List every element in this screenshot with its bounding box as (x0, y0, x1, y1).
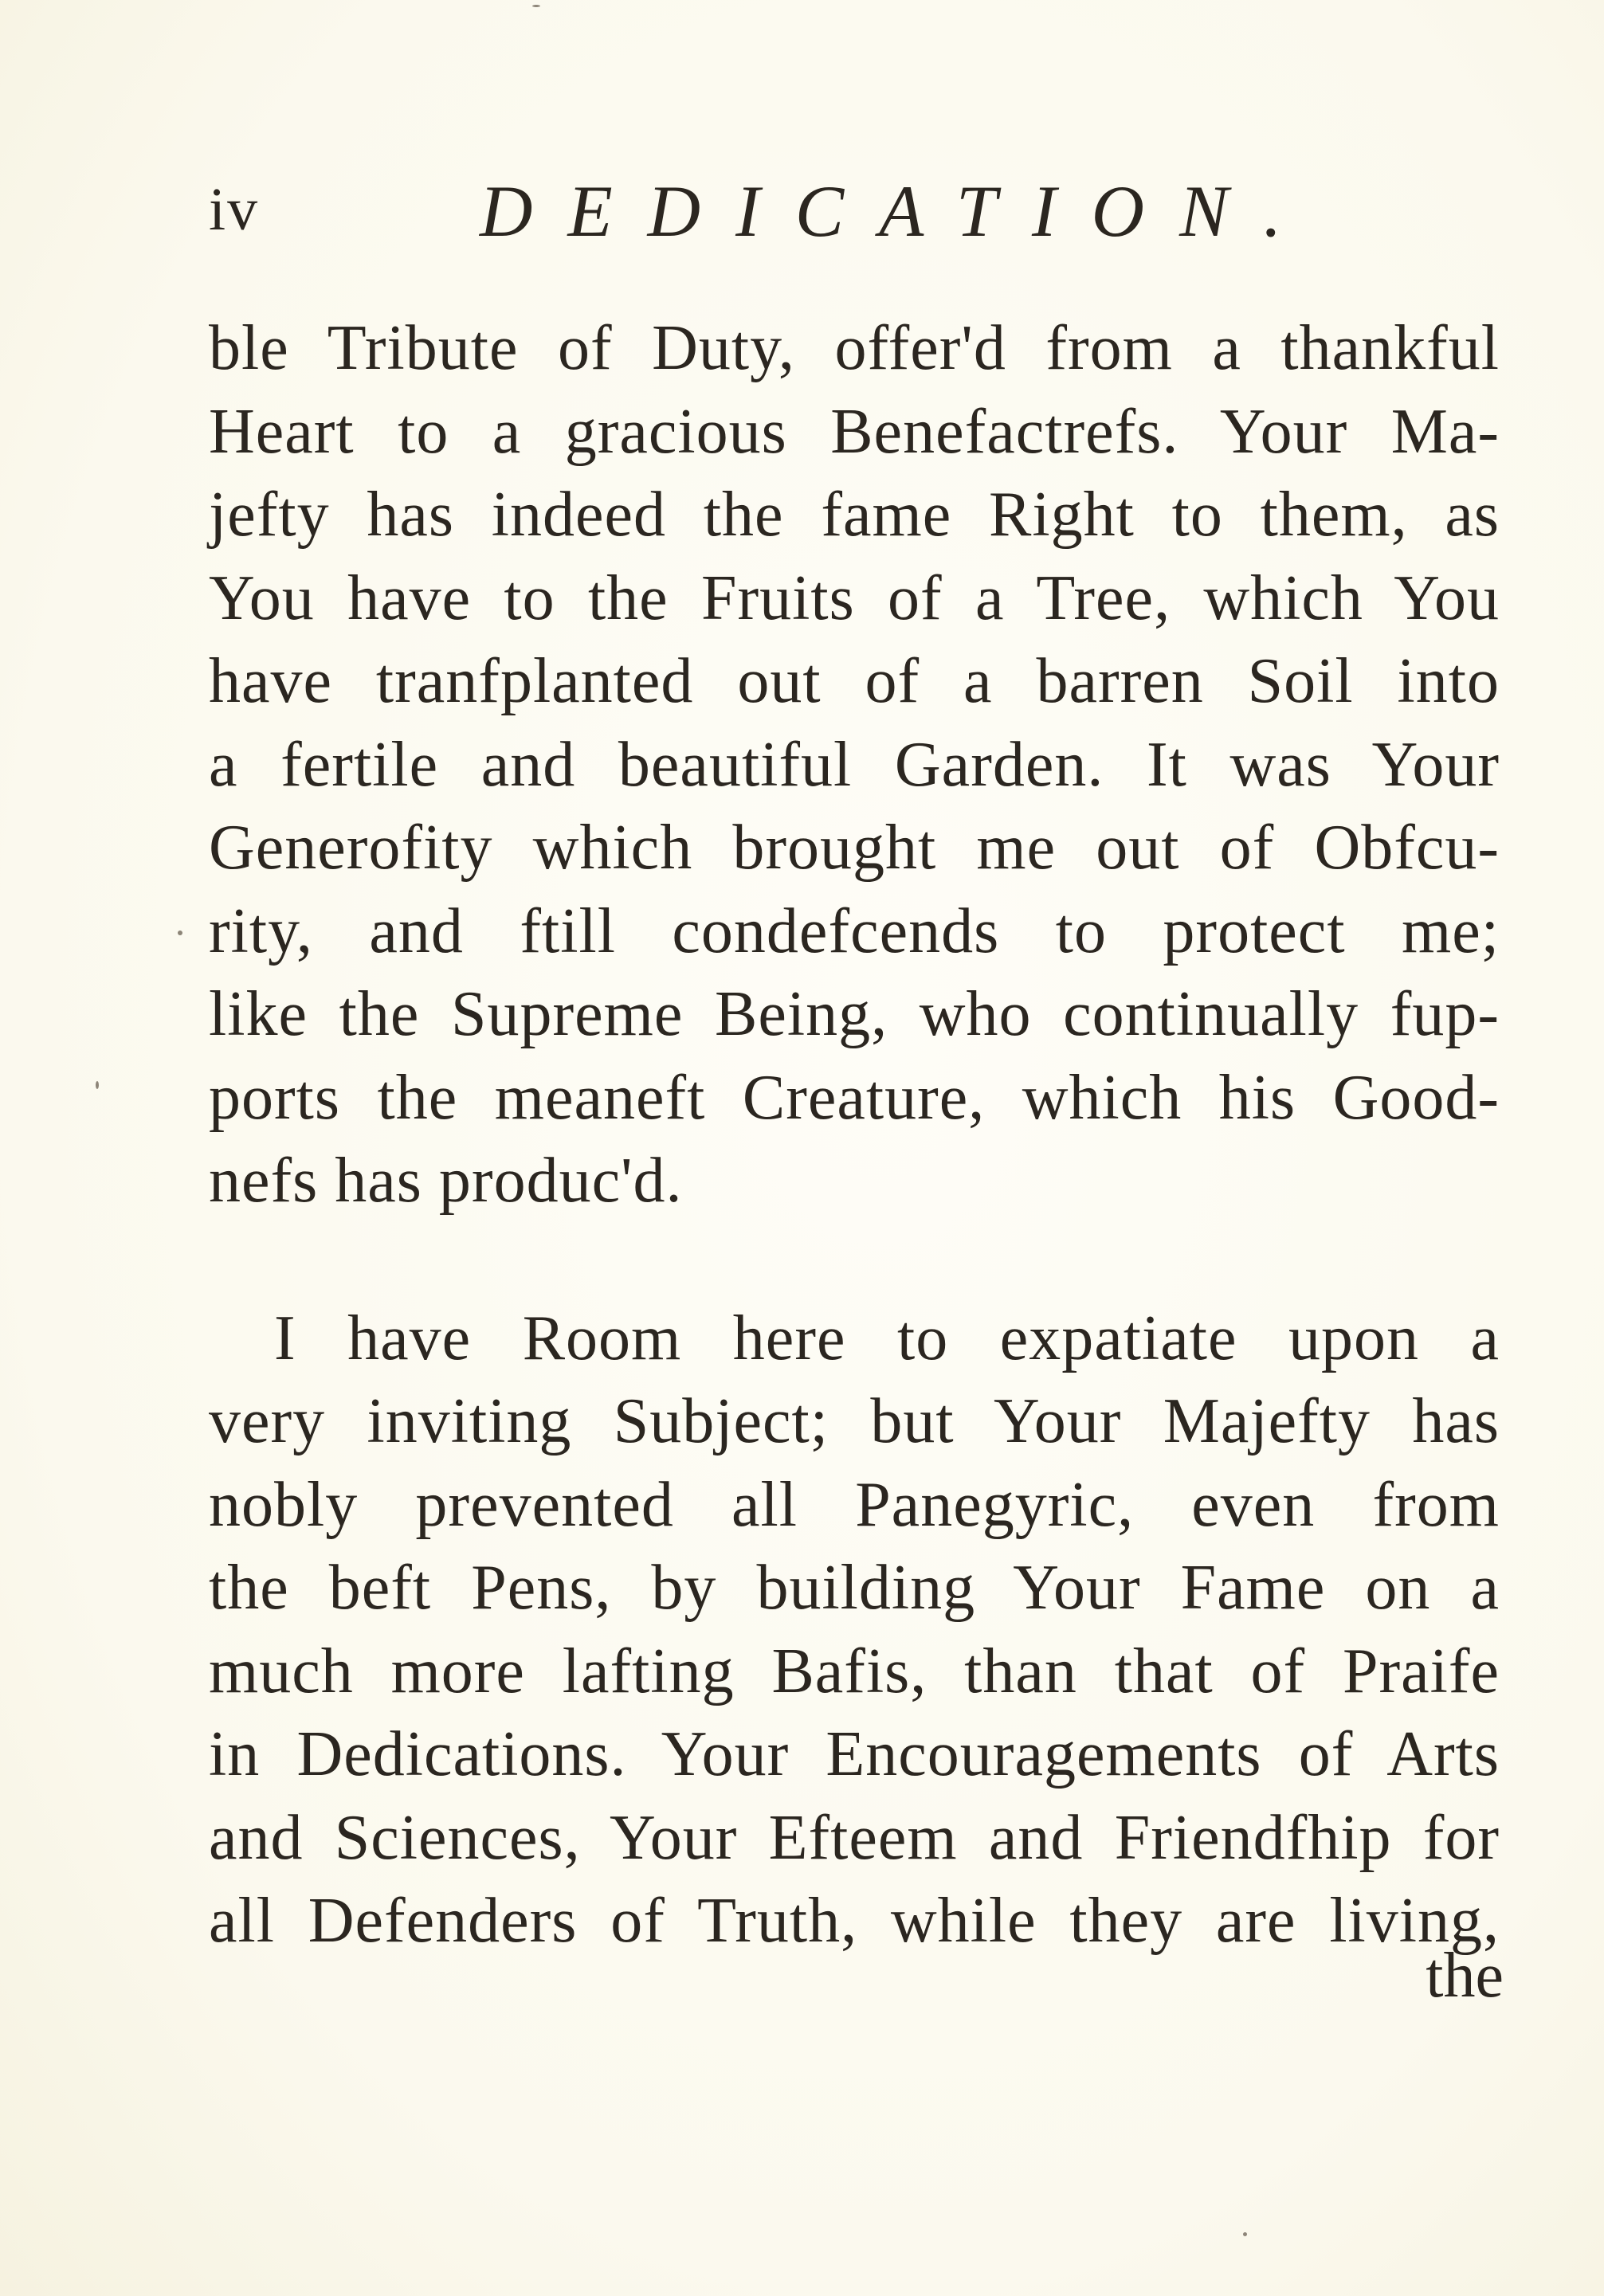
text-line: nefs has produc'd. (209, 1146, 683, 1216)
page-header (209, 169, 1500, 264)
text-line: much more lafting Bafis, than that of Praife (209, 1636, 1500, 1706)
text-line: rity, and ftill condefcends to protect me; (209, 895, 1500, 966)
text-line: like the Supreme Being, who continually fup- (209, 979, 1500, 1049)
text-line: in Dedications. Your Encouragements of Arts (209, 1719, 1500, 1789)
text-line: Generofity which brought me out of Obfcu- (209, 813, 1500, 883)
text-line: ports the meaneft Creature, which his Good- (209, 1062, 1500, 1133)
paper-speck (532, 5, 540, 7)
catchword: the (1426, 1941, 1504, 2011)
text-line: and Sciences, Your Efteem and Friendfhip for (209, 1802, 1500, 1873)
page-number: iv (209, 176, 260, 243)
text-line: have tranfplanted out of a barren Soil into (209, 646, 1500, 716)
text-line: a fertile and beautiful Garden. It was Your (209, 729, 1500, 800)
body-text (209, 307, 1500, 1963)
paragraph-2 (209, 1297, 1500, 1963)
running-head: DEDICATION. (480, 170, 1317, 252)
text-line: all Defenders of Truth, while they are living, (209, 1886, 1500, 1956)
paper-speck (96, 1081, 99, 1089)
text-line: nobly prevented all Panegyric, even from (209, 1469, 1500, 1540)
paragraph-break (209, 1223, 1500, 1297)
text-line: Heart to a gracious Benefactrefs. Your Ma- (209, 396, 1500, 467)
text-line: the beft Pens, by building Your Fame on a (209, 1553, 1500, 1623)
text-line: ble Tribute of Duty, offer'd from a thankful (209, 313, 1500, 383)
paper-speck (178, 931, 182, 935)
paragraph-1 (209, 307, 1500, 1223)
text-line: I have Room here to expatiate upon a (274, 1303, 1500, 1373)
text-line: You have to the Fruits of a Tree, which You (209, 562, 1500, 633)
paper-speck (1243, 2232, 1247, 2236)
text-line: very inviting Subject; but Your Majefty has (209, 1386, 1500, 1456)
text-line: jefty has indeed the fame Right to them, as (209, 480, 1500, 550)
